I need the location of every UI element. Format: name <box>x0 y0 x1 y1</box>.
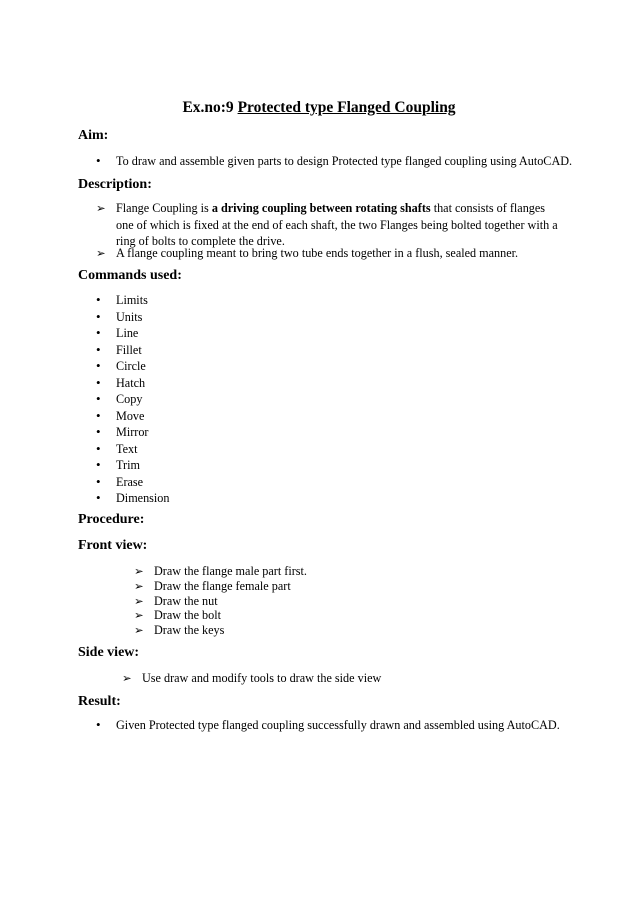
description-paragraph-1: ➢ Flange Coupling is a driving coupling between rotating shafts that consists of flanges one of which is fixed at the end of each shaft, the two Flanges being bolted together with a ring of bolts to complete the drive. <box>96 201 558 248</box>
description-heading: Description: <box>78 177 152 192</box>
bullet-icon: • <box>96 717 101 732</box>
title-prefix: Ex.no:9 <box>182 99 238 116</box>
document-page: Ex.no:9 Protected type Flanged Coupling Aim: • To draw and assemble given parts to design Protected type flanged coupling using AutoCAD. Description: ➢ Flange Coupling is a driving coupling between rotating shafts that consists of flanges one of which is fixed at the end of each shaft, the two Flanges being bolted together with a ring of bolts to complete the drive. ➢ A flange coupling meant to bring two tube ends together in a flush, sealed manner. Commands used: • Limits • Units • Line • Fillet • Circle • Hatch • Copy • Move • Mirror • Text • Trim • Erase • Dimension Procedure: Front view: ➢ Draw the flange male part first. ➢ Draw the flange female part ➢ Draw the nut ➢ Draw the bolt ➢ Draw the keys Side view: ➢ Use draw and modify tools to draw the side view Result: • Given Protected type flanged coupling successfully drawn and assembled using AutoCAD. <box>0 0 638 902</box>
bullet-icon: • <box>96 153 101 168</box>
page-title <box>0 99 638 117</box>
arrow-bullet-icon: ➢ <box>134 623 144 637</box>
arrow-bullet-icon: ➢ <box>96 201 106 215</box>
arrow-bullet-icon: ➢ <box>134 608 144 622</box>
aim-heading: Aim: <box>78 128 109 143</box>
bullet-icon: • <box>96 325 101 340</box>
arrow-bullet-icon: ➢ <box>134 564 144 578</box>
bullet-icon: • <box>96 490 101 505</box>
front-view-heading: Front view: <box>78 538 148 553</box>
bullet-icon: • <box>96 374 101 390</box>
bullet-icon: • <box>96 407 101 423</box>
arrow-bullet-icon: ➢ <box>134 579 144 593</box>
title-underlined: Protected type Flanged Coupling <box>237 99 456 116</box>
arrow-bullet-icon: ➢ <box>134 594 144 608</box>
arrow-bullet-icon: ➢ <box>96 246 106 260</box>
bullet-icon: • <box>96 358 101 373</box>
description-paragraph-2: ➢ A flange coupling meant to bring two tube ends together in a flush, sealed manner. <box>96 246 519 260</box>
bullet-icon: • <box>96 457 101 472</box>
side-view-heading: Side view: <box>78 645 140 660</box>
bullet-icon: • <box>96 292 101 307</box>
bullet-icon: • <box>96 473 101 489</box>
bullet-icon: • <box>96 341 101 357</box>
result-heading: Result: <box>78 694 121 709</box>
bullet-icon: • <box>96 308 101 324</box>
bullet-icon: • <box>96 440 101 456</box>
bullet-icon: • <box>96 391 101 406</box>
procedure-heading: Procedure: <box>78 512 145 527</box>
commands-heading: Commands used: <box>78 268 182 283</box>
bullet-icon: • <box>96 424 101 439</box>
arrow-bullet-icon: ➢ <box>122 671 132 685</box>
